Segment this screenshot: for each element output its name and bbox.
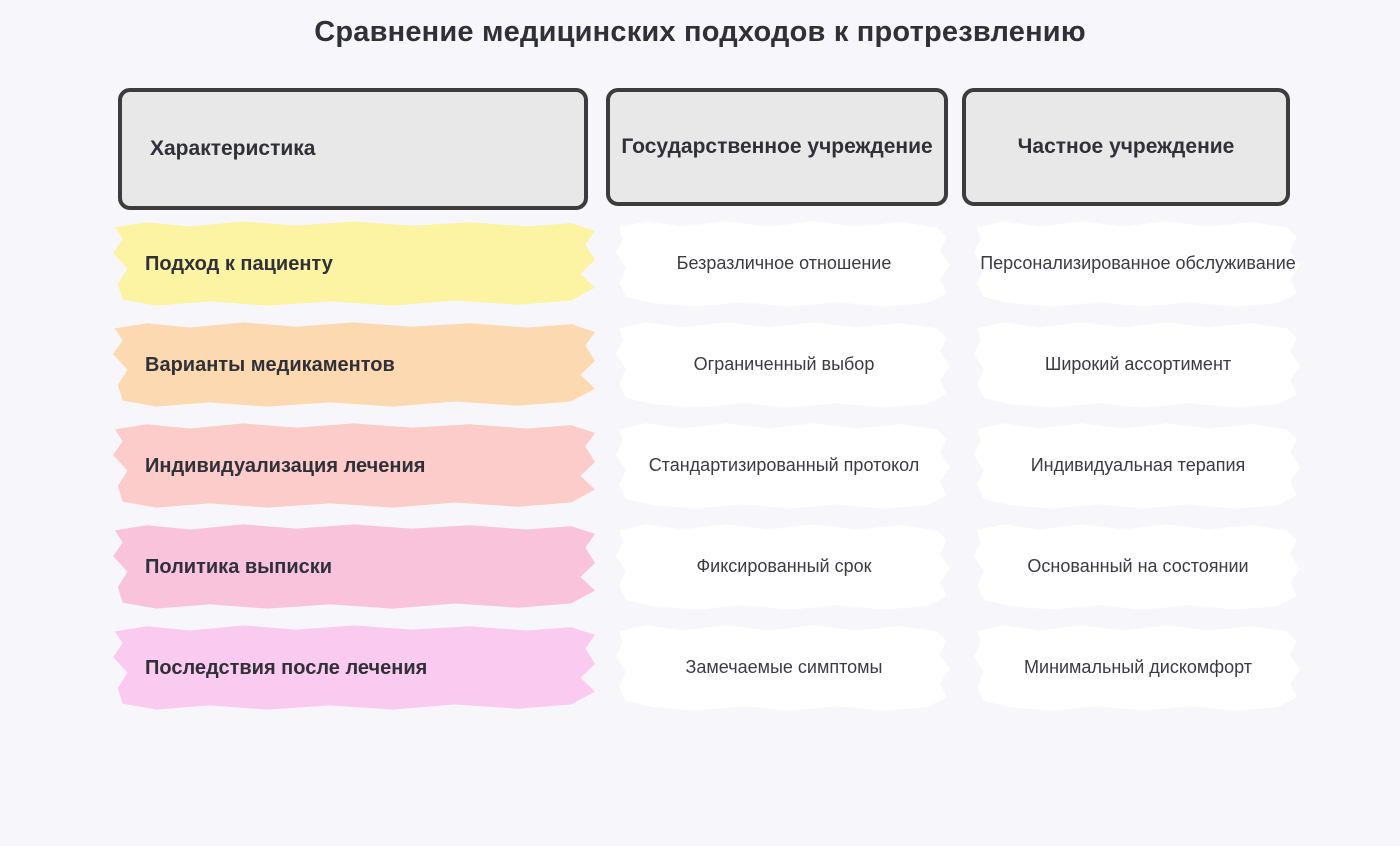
- table-row: [0, 213, 1400, 314]
- row-value-private: [968, 521, 1308, 613]
- row-value-public-text: Ограниченный выбор: [693, 354, 875, 375]
- row-value-private-text: Персонализированное обслуживание: [980, 253, 1296, 274]
- row-label-cell: [113, 622, 598, 714]
- row-value-private: [968, 622, 1308, 714]
- page-title: Сравнение медицинских подходов к протрезвлению: [314, 16, 1086, 48]
- table-row: [0, 314, 1400, 415]
- row-label-cell: [113, 319, 598, 411]
- table-header-row: [0, 88, 1400, 213]
- table-row: [0, 516, 1400, 617]
- row-label: Индивидуализация лечения: [145, 454, 426, 477]
- row-value-public-text: Фиксированный срок: [696, 556, 872, 577]
- row-value-public: [610, 218, 958, 310]
- row-label-cell: [113, 218, 598, 310]
- table-row: [0, 415, 1400, 516]
- row-value-public-text: Стандартизированный протокол: [648, 455, 920, 476]
- row-value-public-text: Замечаемые симптомы: [685, 657, 883, 678]
- header-label-feature: Характеристика: [150, 136, 316, 160]
- row-value-private-text: Основанный на состоянии: [1027, 556, 1249, 577]
- header-cell-private: [962, 88, 1290, 206]
- row-label-cell: [113, 521, 598, 613]
- row-label: Варианты медикаментов: [145, 353, 395, 376]
- header-label-public: Государственное учреждение: [621, 134, 933, 158]
- comparison-table: [0, 88, 1400, 718]
- row-value-private-text: Индивидуальная терапия: [1030, 455, 1246, 476]
- row-label-cell: [113, 420, 598, 512]
- row-label: Последствия после лечения: [145, 656, 428, 679]
- row-value-private: [968, 420, 1308, 512]
- row-value-private: [968, 218, 1308, 310]
- row-value-private-text: Широкий ассортимент: [1044, 354, 1232, 375]
- row-value-public: [610, 420, 958, 512]
- row-value-public-text: Безразличное отношение: [676, 253, 892, 274]
- header-cell-public: [606, 88, 948, 206]
- row-label: Политика выписки: [145, 555, 333, 578]
- row-value-public: [610, 622, 958, 714]
- header-label-private: Частное учреждение: [1017, 134, 1235, 158]
- row-value-private: [968, 319, 1308, 411]
- row-value-public: [610, 319, 958, 411]
- row-value-private-text: Минимальный дискомфорт: [1024, 657, 1252, 678]
- row-value-public: [610, 521, 958, 613]
- row-label: Подход к пациенту: [145, 252, 333, 275]
- table-row: [0, 617, 1400, 718]
- header-cell-feature: [118, 88, 588, 210]
